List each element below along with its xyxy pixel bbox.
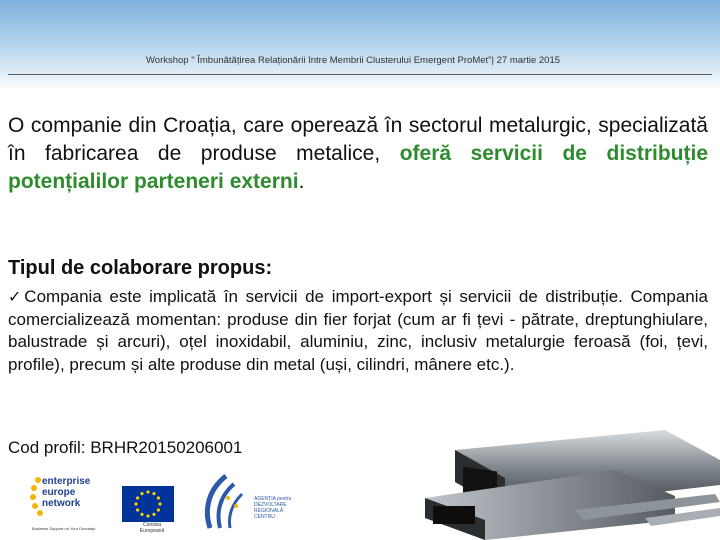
collaboration-title: Tipul de colaborare propus:	[8, 257, 273, 279]
intro-paragraph	[8, 112, 708, 196]
een-wordmark	[42, 476, 90, 509]
een-line-1: enterprise	[42, 476, 91, 487]
intro-highlight: oferă servicii de distribuție potențialilor parteneri externi	[8, 142, 708, 193]
intro-end: .	[298, 170, 305, 193]
metal-pipes-image	[415, 410, 720, 540]
agency-line-2: DEZVOLTARE	[254, 502, 287, 508]
workshop-header: Workshop " Îmbunătățirea Relaționării între Membrii Clusterului Emergent ProMet"| 27 martie 2015	[145, 55, 561, 66]
collaboration-body	[8, 286, 708, 376]
agency-line-1: AGENȚIA pentru	[254, 496, 292, 502]
checkmark-icon: ✓	[8, 287, 25, 306]
regional-agency-logo	[196, 470, 256, 532]
collaboration-text: Compania este implicată în servicii de import-export și servicii de distribuție. Compania comercializează momentan: produse din fier forjat (cum ar fi țevi - pătrate, dreptunghiulare, balustrade și arcuri), oțel inoxidabil, aluminiu, zinc, inclusiv metalurgie feroasă (foi, țevi, profile), precum și alte produse din metal (uși, cilindri, mânere etc.).	[8, 287, 708, 374]
eu-caption-line-2: Europeană	[139, 528, 165, 534]
een-line-2: europe	[42, 487, 76, 498]
intro-text: O companie din Croația, care operează în sectorul metalurgic, specializată în fabricarea de produse metalice,	[8, 114, 708, 165]
header-band	[0, 0, 720, 90]
eu-caption-line-1: Comisia	[142, 522, 162, 528]
agency-text	[254, 496, 314, 520]
eu-caption	[132, 522, 172, 534]
eu-flag-icon	[122, 486, 174, 522]
een-tagline: Business Support on Your Doorstep	[32, 526, 96, 531]
agency-line-3: REGIONALĂ	[254, 508, 284, 514]
profile-code: Cod profil: BRHR20150206001	[8, 438, 243, 457]
een-line-3: network	[42, 498, 81, 509]
agency-line-4: CENTRU	[254, 514, 275, 520]
header-divider	[8, 74, 712, 75]
